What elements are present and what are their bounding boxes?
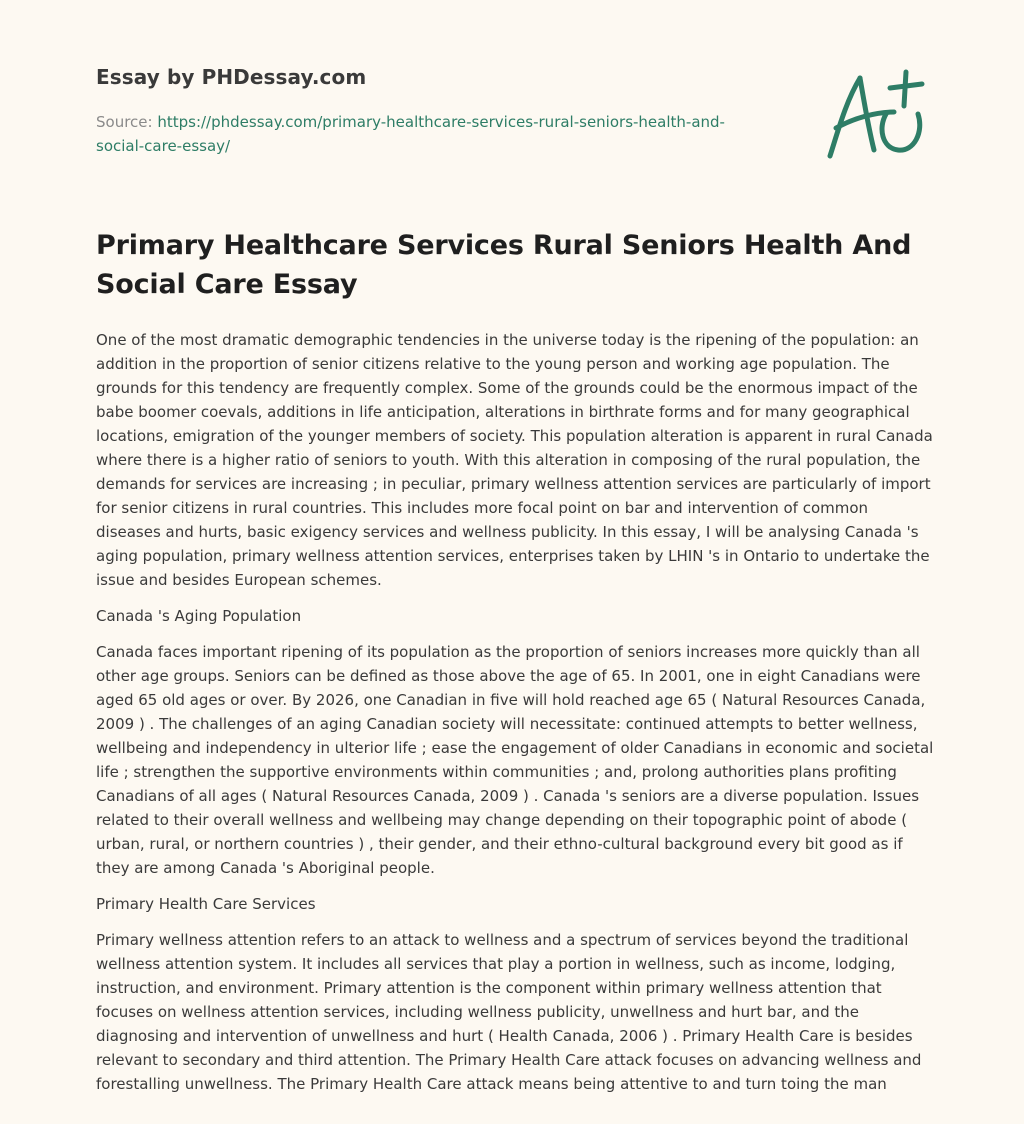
source-url-line1: https://phdessay.com/primary-healthcare-services-rural-seniors-health-and-	[157, 113, 725, 131]
page-header	[96, 62, 776, 158]
site-title: Essay by PHDessay.com	[96, 65, 367, 89]
section-heading-aging-population: Canada 's Aging Population	[96, 607, 302, 625]
primary-health-care-paragraph: Primary wellness attention refers to an attack to wellness and a spectrum of services beyond the traditional wellness attention system. It includes all services that play a portion in wellness, such as income, lodging, instruction, and environment. Primary attention is the component within primary wellness attention that focuses on wellness attention services, including wellness publicity, unwellness and hurt bar, and the diagnosing and intervention of unwellness and hurt ( Health Canada, 2006 ) . Primary Health Care is besides relevant to secondary and third attention. The Primary Health Care attack focuses on advancing wellness and forestalling unwellness. The Primary Health Care attack means being attentive to and turn toing the man	[96, 931, 922, 1093]
source-link[interactable]	[96, 113, 725, 155]
source-line	[96, 110, 776, 158]
a-plus-grade-icon	[820, 66, 930, 166]
intro-paragraph: One of the most dramatic demographic tendencies in the universe today is the ripening of the population: an addition in the proportion of senior citizens relative to the young person and working age population. The grounds for this tendency are frequently complex. Some of the grounds could be the enormous impact of the babe boomer coevals, additions in life anticipation, alterations in birthrate forms and for many geographical locations, emigration of the younger members of society. This population alteration is apparent in rural Canada where there is a higher ratio of seniors to youth. With this alteration in composing of the rural population, the demands for services are increasing ; in peculiar, primary wellness attention services are particularly of import for senior citizens in rural countries. This includes more focal point on bar and intervention of common diseases and hurts, basic exigency services and wellness publicity. In this essay, I will be analysing Canada 's aging population, primary wellness attention services, enterprises taken by LHIN 's in Ontario to undertake the issue and besides European schemes.	[96, 331, 933, 589]
section-heading-primary-health-care: Primary Health Care Services	[96, 895, 316, 913]
essay-title: Primary Healthcare Services Rural Seniors Health And Social Care Essay	[96, 230, 912, 300]
essay-content	[96, 226, 936, 1108]
source-label: Source:	[96, 113, 158, 131]
aging-population-paragraph: Canada faces important ripening of its population as the proportion of seniors increases more quickly than all other age groups. Seniors can be defined as those above the age of 65. In 2001, one in eight Canadians were aged 65 old ages or over. By 2026, one Canadian in five will hold reached age 65 ( Natural Resources Canada, 2009 ) . The challenges of an aging Canadian society will necessitate: continued attempts to better wellness, wellbeing and independency in ulterior life ; ease the engagement of older Canadians in economic and societal life ; strengthen the supportive environments within communities ; and, prolong authorities plans profiting Canadians of all ages ( Natural Resources Canada, 2009 ) . Canada 's seniors are a diverse population. Issues related to their overall wellness and wellbeing may change depending on their topographic point of abode ( urban, rural, or northern countries ) , their gender, and their ethno-cultural background every bit good as if they are among Canada 's Aboriginal people.	[96, 643, 934, 877]
source-url-line2: social-care-essay/	[96, 137, 231, 155]
